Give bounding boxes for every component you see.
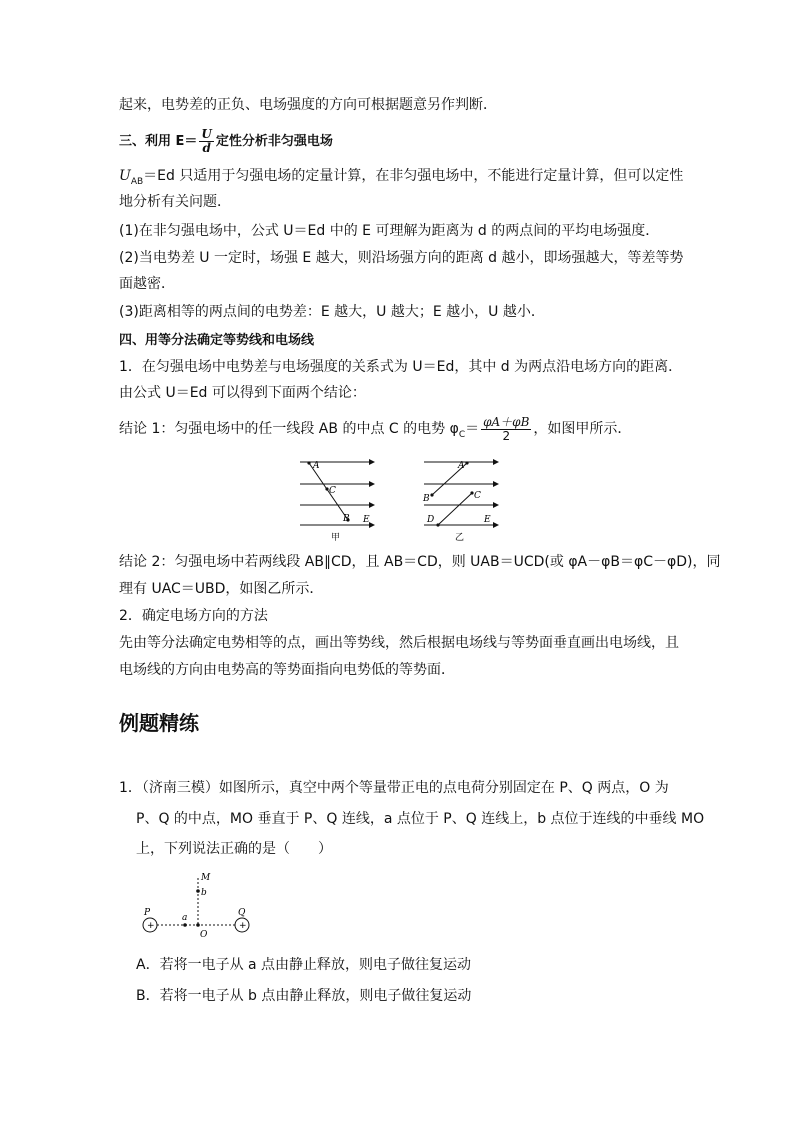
segment-cd (438, 493, 472, 525)
phi-c-subscript: C (458, 429, 466, 440)
fraction-numerator: U (201, 127, 212, 141)
charges-figure (138, 870, 262, 942)
plus-sign-p: + (147, 921, 155, 931)
option-b: B．若将一电子从 b 点由静止释放，则电子做往复运动 (136, 988, 472, 1004)
examples-title: 例题精练 (119, 711, 199, 735)
label-a: A (313, 461, 320, 471)
label-p: P (144, 908, 151, 918)
phi-denominator: 2 (502, 428, 511, 443)
point-a-dot (307, 461, 310, 464)
label-c: C (329, 486, 336, 496)
point-o-dot (196, 923, 200, 927)
point-d-dot (436, 523, 439, 526)
point-a-dot (183, 923, 187, 927)
conclusion1 (119, 410, 631, 454)
point-b-dot (430, 493, 433, 496)
label-d: D (427, 515, 435, 525)
option-a: A．若将一电子从 a 点由静止释放，则电子做往复运动 (136, 957, 472, 973)
section3-item2a: (2)当电势差 U 一定时，场强 E 越大，则沿场强方向的距离 d 越小，即场强越大，等差等势 (119, 250, 684, 266)
uab-subscript: AB (130, 176, 144, 187)
plus-sign-q: + (239, 921, 247, 931)
section4-p1b: 由公式 U＝Ed 可以得到下面两个结论： (119, 385, 366, 401)
conclusion1-prefix: 结论 1：匀强电场中的任一线段 AB 的中点 C 的电势 φ (119, 421, 459, 437)
conclusion2-line1: 结论 2：匀强电场中若两线段 AB∥CD，且 AB＝CD，则 UAB＝UCD(或 φA－φB＝φC－φD)，同 (119, 554, 721, 570)
caption-yi: 乙 (455, 533, 465, 543)
section3-heading-prefix: 三、利用 E＝ (119, 134, 198, 149)
question1-line2: P、Q 的中点，MO 垂直于 P、Q 连线，a 点位于 P、Q 连线上，b 点位于连线的中垂线 MO (136, 811, 705, 827)
section3-heading-suffix: 定性分析非匀强电场 (215, 134, 333, 149)
label-o: O (200, 930, 208, 940)
point-b-dot (196, 889, 200, 893)
label-c: C (474, 491, 481, 501)
point-a-dot (465, 461, 468, 464)
label-b: B (343, 514, 350, 524)
section4-heading: 四、用等分法确定等势线和电场线 (119, 333, 315, 348)
section3-item3: (3)距离相等的两点间的电势差：E 越大，U 越大；E 越小，U 越小． (119, 304, 545, 320)
method-title: 2．确定电场方向的方法 (119, 608, 268, 624)
section3-body-rest: ＝Ed 只适用于匀强电场的定量计算，在非匀强电场中，不能进行定量计算，但可以定性 (143, 168, 684, 184)
u-over-d-fraction (199, 128, 213, 155)
label-a: A (458, 461, 465, 471)
section4-p1a: 1．在匀强电场中电势差与电场强度的关系式为 U＝Ed，其中 d 为两点沿电场方向的距离． (119, 359, 683, 375)
intro-paragraph: 起来，电势差的正负、电场强度的方向可根据题意另作判断． (119, 97, 497, 113)
label-a: a (182, 913, 188, 923)
label-q: Q (238, 908, 246, 918)
fraction-denominator: d (202, 141, 211, 155)
conclusion2-line2: 理有 UAC＝UBD，如图乙所示． (119, 581, 324, 597)
method-line1: 先由等分法确定电势相等的点，画出等势线，然后根据电场线与等势面垂直画出电场线，且 (119, 635, 679, 651)
question1-line1: 1．（济南三模）如图所示，真空中两个等量带正电的点电荷分别固定在 P、Q 两点，O 为 (119, 780, 669, 796)
figure-jia (296, 454, 386, 546)
figure-yi (420, 454, 510, 546)
method-line2: 电场线的方向由电势高的等势面指向电势低的等势面． (119, 662, 455, 678)
section3-body-line2: 地分析有关问题． (119, 194, 231, 210)
label-m: M (201, 873, 211, 883)
caption-jia: 甲 (331, 533, 341, 543)
label-b: B (423, 494, 430, 504)
question1-line3: 上，下列说法正确的是（ ） (136, 841, 332, 857)
phi-average-fraction (481, 416, 531, 443)
section3-body-line1 (119, 166, 683, 192)
phi-sum-numerator: φA＋φB (483, 414, 530, 429)
conclusion1-suffix: ，如图甲所示． (533, 421, 632, 437)
uab-symbol: U (119, 168, 131, 184)
label-b: b (201, 888, 207, 898)
section3-heading (119, 124, 333, 160)
section3-item1: (1)在非匀强电场中，公式 U＝Ed 中的 E 可理解为距离为 d 的两点间的平均电场强度． (119, 223, 660, 239)
label-e: E (484, 515, 491, 525)
label-e: E (363, 515, 370, 525)
conclusion1-equals: ＝ (465, 421, 480, 437)
section3-item2b: 面越密． (119, 276, 175, 292)
